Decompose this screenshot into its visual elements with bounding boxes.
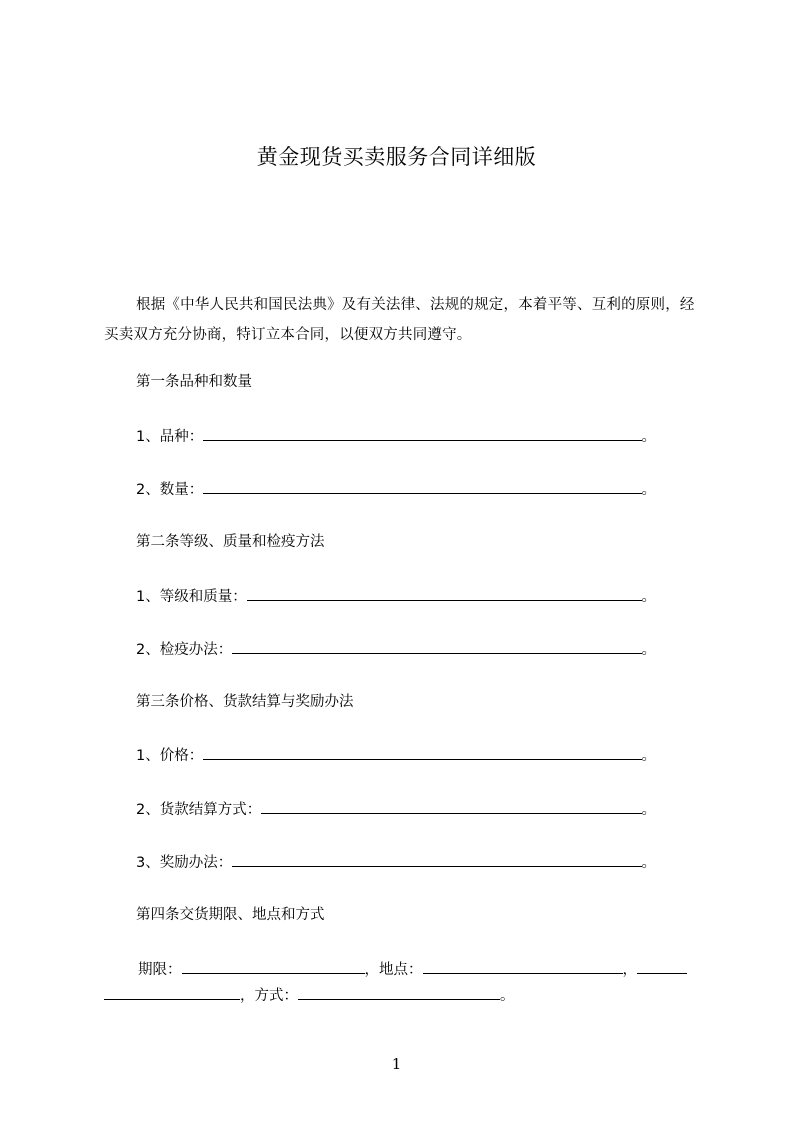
article3-item3 (136, 851, 656, 873)
end-mark: 。 (641, 642, 656, 658)
method-blank[interactable] (298, 984, 500, 1000)
reward-blank[interactable] (232, 851, 641, 867)
page-number: 1 (391, 1055, 402, 1073)
article3-item2-label: 2、货款结算方式： (136, 802, 262, 818)
extra-blank-start[interactable] (637, 958, 687, 974)
document-title: 黄金现货买卖服务合同详细版 (256, 145, 537, 169)
article1-item2-label: 2、数量： (136, 482, 204, 498)
comma: ， (622, 962, 637, 978)
variety-blank[interactable] (203, 425, 641, 441)
article4-heading: 第四条交货期限、地点和方式 (136, 907, 325, 923)
end-mark: 。 (500, 988, 515, 1004)
article2-item2-label: 2、检疫办法： (136, 642, 233, 658)
end-mark: 。 (641, 429, 656, 445)
article2-item1-label: 1、等级和质量： (136, 589, 247, 605)
article1-item1-label: 1、品种： (136, 429, 204, 445)
article1-item1 (136, 425, 656, 447)
article3-item1-label: 1、价格： (136, 748, 204, 764)
location-label: ，地点： (364, 962, 423, 978)
location-blank[interactable] (423, 958, 623, 974)
end-mark: 。 (641, 802, 656, 818)
article3-item2 (136, 798, 656, 820)
grade-quality-blank[interactable] (247, 585, 642, 601)
intro-paragraph: 根据《中华人民共和国民法典》及有关法律、法规的规定，本着平等、互利的原则，经买卖双方充分协商，特订立本合同，以便双方共同遵守。 (104, 297, 695, 343)
settlement-blank[interactable] (261, 798, 641, 814)
price-blank[interactable] (203, 744, 641, 760)
article2-heading: 第二条等级、质量和检疫方法 (136, 534, 325, 550)
delivery-line-2 (104, 984, 515, 1007)
method-label: ，方式： (240, 988, 298, 1004)
quarantine-blank[interactable] (232, 638, 641, 654)
article3-heading: 第三条价格、货款结算与奖励办法 (136, 694, 354, 710)
end-mark: 。 (641, 855, 656, 871)
end-mark: 。 (641, 482, 656, 498)
period-label: 期限： (138, 962, 182, 978)
article1-item2 (136, 478, 656, 500)
end-mark: 。 (641, 748, 656, 764)
end-mark: 。 (641, 589, 656, 605)
period-blank[interactable] (182, 958, 365, 974)
quantity-blank[interactable] (203, 478, 641, 494)
article3-item1 (136, 744, 656, 766)
article2-item1 (136, 585, 656, 607)
article2-item2 (136, 638, 656, 660)
extra-blank-end[interactable] (104, 984, 240, 1000)
article1-heading: 第一条品种和数量 (136, 374, 252, 390)
article3-item3-label: 3、奖励办法： (136, 855, 233, 871)
delivery-line-1 (138, 958, 687, 981)
